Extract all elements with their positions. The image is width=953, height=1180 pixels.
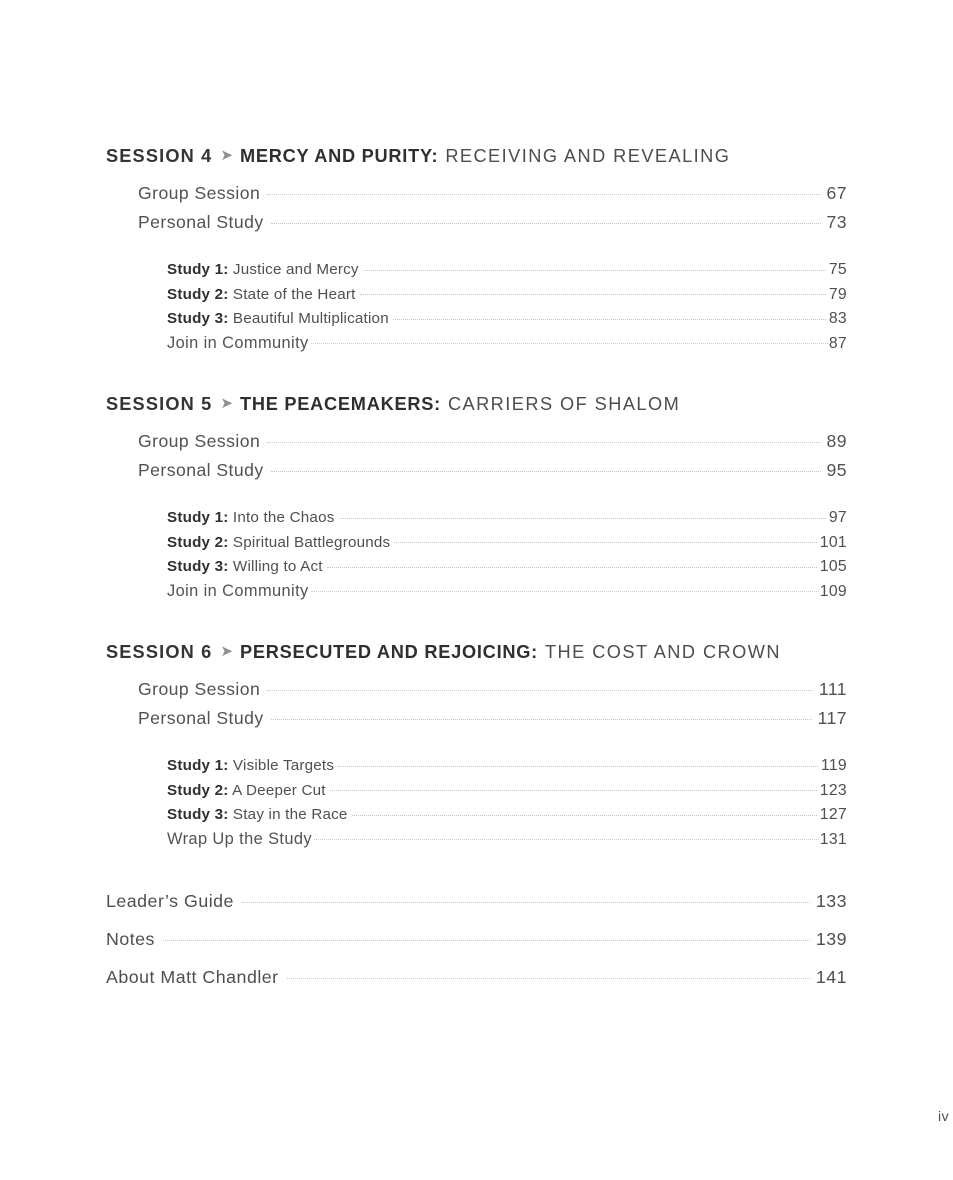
spacer (106, 852, 847, 891)
toc-entry-study (167, 332, 847, 357)
page-number: 83 (828, 310, 847, 327)
spacer (106, 489, 847, 506)
session-title-primary: MERCY AND PURITY: (239, 145, 439, 166)
session-heading (106, 141, 847, 171)
dot-leader (271, 212, 821, 228)
dot-leader (338, 754, 818, 770)
study-prefix: Study 3: (167, 558, 229, 575)
arrow-right-icon: ➤ (220, 394, 233, 412)
toc-entry-study (167, 754, 847, 779)
entry-label: Wrap Up the Study (167, 829, 312, 848)
toc-entry-primary (138, 460, 847, 489)
entry-label: Personal Study (138, 212, 264, 232)
toc-entry-study (167, 555, 847, 580)
session-group (106, 389, 847, 604)
page-number: 105 (819, 558, 847, 575)
dot-leader (267, 183, 820, 199)
page-number: 109 (819, 582, 847, 600)
session-title-primary: THE PEACEMAKERS: (239, 393, 441, 414)
page-number: 111 (818, 679, 847, 699)
dot-leader (271, 708, 812, 724)
entry-label: Study 2: A Deeper Cut (167, 781, 326, 799)
dot-leader (394, 531, 816, 547)
entry-label: Study 1: Visible Targets (167, 757, 335, 774)
toc-entry-primary (138, 212, 847, 241)
dot-leader (242, 891, 810, 907)
entry-label: Join in Community (167, 581, 309, 600)
toc-entry-study (167, 828, 847, 853)
dot-leader (352, 803, 817, 819)
session-title-primary: PERSECUTED AND REJOICING: (239, 641, 538, 662)
page-number: 79 (828, 285, 847, 303)
page-number: 141 (815, 967, 847, 987)
entry-label: Leader’s Guide (106, 891, 234, 911)
entry-label: Study 2: State of the Heart (167, 285, 356, 303)
arrow-right-icon: ➤ (220, 146, 233, 164)
page-number: 123 (819, 781, 847, 799)
session-number-label: SESSION 5 (106, 393, 213, 414)
session-title-secondary: RECEIVING AND REVEALING (445, 145, 731, 166)
entry-label: Group Session (138, 431, 261, 451)
session-number-label: SESSION 4 (106, 145, 213, 166)
page-number: 73 (826, 212, 847, 232)
spacer (106, 419, 847, 431)
study-prefix: Study 1: (167, 261, 229, 278)
toc-entry-backmatter (106, 891, 847, 929)
dot-leader (311, 580, 819, 596)
study-prefix: Study 3: (167, 806, 229, 823)
dot-leader (330, 779, 817, 795)
toc-entry-backmatter (106, 967, 847, 1005)
toc-entry-primary (138, 708, 847, 737)
entry-label: Group Session (138, 183, 261, 203)
study-prefix: Study 3: (167, 310, 229, 327)
entry-label: Join in Community (167, 333, 309, 352)
dot-leader (287, 967, 810, 983)
dot-leader (311, 332, 828, 348)
dot-leader (314, 828, 819, 844)
page-number: 101 (819, 533, 847, 551)
toc-entry-backmatter (106, 929, 847, 967)
toc-entry-primary (138, 679, 847, 708)
entry-label: Study 2: Spiritual Battlegrounds (167, 533, 391, 551)
table-of-contents (106, 141, 847, 1005)
page-folio: iv (938, 1108, 950, 1124)
page-number: 67 (826, 183, 847, 203)
page-number: 75 (828, 261, 847, 278)
entry-label: Study 1: Into the Chaos (167, 509, 335, 526)
entry-label: Study 3: Stay in the Race (167, 806, 348, 823)
entry-label: About Matt Chandler (106, 967, 279, 987)
dot-leader (271, 460, 821, 476)
page-number: 127 (819, 806, 847, 823)
toc-entry-study (167, 531, 847, 556)
study-prefix: Study 1: (167, 757, 229, 774)
session-number-label: SESSION 6 (106, 641, 213, 662)
session-title-secondary: CARRIERS OF SHALOM (447, 393, 681, 414)
entry-label: Group Session (138, 679, 261, 699)
dot-leader (363, 258, 826, 274)
spacer (106, 737, 847, 754)
page-number: 131 (819, 830, 847, 848)
dot-leader (393, 307, 826, 323)
toc-entry-study (167, 803, 847, 828)
toc-entry-study (167, 506, 847, 531)
entry-label: Study 1: Justice and Mercy (167, 261, 359, 278)
page-number: 97 (828, 509, 847, 526)
page-number: 89 (826, 431, 847, 451)
spacer (106, 604, 847, 637)
page-number: 133 (815, 891, 847, 911)
spacer (106, 667, 847, 679)
entry-label: Study 3: Willing to Act (167, 558, 323, 575)
page-number: 117 (817, 708, 847, 728)
toc-entry-study (167, 258, 847, 283)
study-prefix: Study 2: (167, 781, 229, 799)
session-heading (106, 637, 847, 667)
toc-entry-study (167, 307, 847, 332)
entry-label: Notes (106, 929, 155, 949)
study-prefix: Study 1: (167, 509, 229, 526)
toc-entry-study (167, 580, 847, 605)
toc-entry-primary (138, 183, 847, 212)
dot-leader (267, 431, 820, 447)
page-number: 139 (815, 929, 847, 949)
session-title-secondary: THE COST AND CROWN (544, 641, 781, 662)
dot-leader (163, 929, 810, 945)
dot-leader (339, 506, 826, 522)
study-prefix: Study 2: (167, 533, 229, 551)
arrow-right-icon: ➤ (220, 642, 233, 660)
spacer (106, 356, 847, 389)
dot-leader (327, 555, 817, 571)
spacer (106, 241, 847, 258)
session-heading (106, 389, 847, 419)
toc-entry-study (167, 283, 847, 308)
toc-entry-primary (138, 431, 847, 460)
dot-leader (360, 283, 826, 299)
entry-label: Personal Study (138, 460, 264, 480)
session-group (106, 637, 847, 852)
spacer (106, 171, 847, 183)
session-group (106, 141, 847, 356)
dot-leader (267, 679, 813, 695)
study-prefix: Study 2: (167, 285, 229, 303)
page-number: 87 (828, 334, 847, 352)
entry-label: Study 3: Beautiful Multiplication (167, 310, 389, 327)
page-number: 119 (820, 757, 847, 774)
page-number: 95 (826, 460, 847, 480)
toc-entry-study (167, 779, 847, 804)
entry-label: Personal Study (138, 708, 264, 728)
